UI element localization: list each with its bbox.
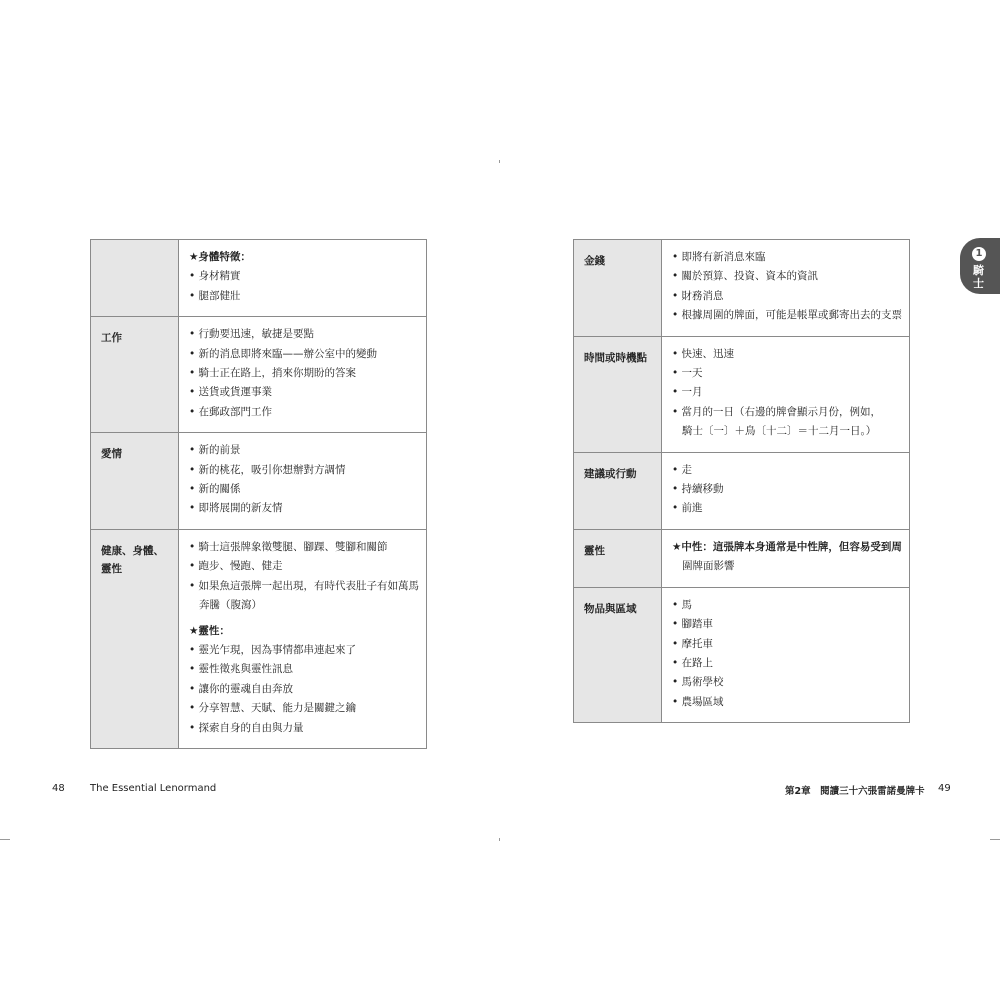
list-item: • 摩托車 — [672, 637, 714, 650]
list-item: • 一月 — [672, 386, 703, 399]
list-item: • 分享智慧、天賦、能力是關鍵之鑰 — [189, 702, 357, 715]
list-item: • 新的關係 — [189, 483, 241, 496]
list-item: • 腿部健壯 — [189, 289, 241, 302]
list-item: 圍牌面影響 — [682, 560, 735, 573]
list-item: • 新的消息即將來臨——辦公室中的變動 — [189, 347, 378, 360]
row-category-label: 時間或時機點 — [574, 336, 662, 452]
table-row — [574, 336, 910, 452]
crop-mark — [499, 160, 500, 163]
row-content — [662, 529, 910, 587]
row-category-label: 愛情 — [91, 433, 179, 530]
table-row — [574, 452, 910, 529]
list-item: 奔騰（腹瀉） — [199, 599, 262, 612]
row-content — [662, 240, 910, 337]
row-content — [662, 452, 910, 529]
table-row — [91, 240, 427, 317]
list-item: • 讓你的靈魂自由奔放 — [189, 682, 294, 695]
list-item: • 根據周圍的牌面，可能是帳單或郵寄出去的支票 — [672, 309, 903, 322]
list-item: • 靈光乍現，因為事情都串連起來了 — [189, 643, 357, 656]
row-category-label: 靈性 — [574, 529, 662, 587]
list-item: • 新的桃花，吸引你想辦對方調情 — [189, 463, 346, 476]
row-category-label: 建議或行動 — [574, 452, 662, 529]
list-item: • 一天 — [672, 367, 703, 380]
table-row — [91, 529, 427, 748]
list-item: • 持續移動 — [672, 483, 724, 496]
right-running-title: 第2章 閱讀三十六張雷諾曼牌卡 — [785, 786, 925, 797]
list-item: • 在郵政部門工作 — [189, 405, 273, 418]
left-page-number: 48 — [52, 783, 65, 794]
list-item: • 身材精實 — [189, 270, 241, 283]
right-page-number: 49 — [938, 783, 951, 794]
list-item: • 馬術學校 — [672, 676, 724, 689]
row-category-label: 物品與區域 — [574, 587, 662, 722]
list-item: • 探索自身的自由與力量 — [189, 721, 304, 734]
row-category-label: 金錢 — [574, 240, 662, 337]
card-name-label: 騎士 — [973, 264, 984, 290]
table-row — [91, 317, 427, 433]
row-category-label: 健康、身體、靈性 — [91, 529, 179, 748]
left-page-table — [90, 239, 427, 749]
list-item: • 靈性徵兆與靈性訊息 — [189, 663, 294, 676]
list-item: • 跑步、慢跑、健走 — [189, 560, 283, 573]
row-content — [179, 529, 427, 748]
chapter-side-tab — [960, 238, 1000, 294]
list-item: • 當月的一日（右邊的牌會顯示月份，例如， — [672, 405, 882, 418]
crop-mark — [0, 839, 10, 840]
row-category-label — [91, 240, 179, 317]
row-content — [179, 317, 427, 433]
list-item: • 騎士這張牌象徵雙腿、腳踝、雙腳和關節 — [189, 540, 388, 553]
list-item: • 即將有新消息來臨 — [672, 251, 766, 263]
list-item: • 走 — [672, 463, 693, 476]
list-item: • 農場區域 — [672, 695, 724, 708]
table-row — [574, 240, 910, 337]
list-item: • 前進 — [672, 502, 703, 515]
list-item: 騎士〔一〕＋鳥〔十二〕＝十二月一日。） — [682, 425, 877, 438]
section-heading: ★身體特徵： — [189, 251, 251, 263]
left-running-title: The Essential Lenormand — [90, 783, 217, 794]
section-heading: ★靈性： — [189, 624, 230, 637]
row-category-label: 工作 — [91, 317, 179, 433]
table-row — [574, 529, 910, 587]
list-item: • 如果魚這張牌一起出現，有時代表肚子有如萬馬 — [189, 579, 420, 592]
card-number-badge: 1 — [972, 247, 986, 261]
row-content — [179, 240, 427, 317]
list-item: • 送貨或貨運事業 — [189, 386, 273, 399]
list-item: • 財務消息 — [672, 289, 724, 302]
list-item: • 在路上 — [672, 656, 714, 669]
table-row — [91, 433, 427, 530]
row-content — [662, 336, 910, 452]
row-content — [662, 587, 910, 722]
crop-mark — [990, 839, 1000, 840]
list-item: • 關於預算、投資、資本的資訊 — [672, 270, 819, 283]
list-item: • 行動要迅速，敏捷是要點 — [189, 328, 315, 341]
crop-mark — [499, 838, 500, 841]
list-item: • 騎士正在路上，捎來你期盼的答案 — [189, 367, 357, 380]
list-item: • 馬 — [672, 598, 693, 611]
table-row — [574, 587, 910, 722]
row-content — [179, 433, 427, 530]
list-item: • 新的前景 — [189, 444, 241, 457]
list-item: • 腳踏車 — [672, 618, 714, 631]
section-heading: ★中性：這張牌本身通常是中性牌，但容易受到周 — [672, 540, 902, 553]
list-item: • 快速、迅速 — [672, 347, 735, 360]
list-item: • 即將展開的新友情 — [189, 502, 283, 515]
right-page-table — [573, 239, 910, 723]
